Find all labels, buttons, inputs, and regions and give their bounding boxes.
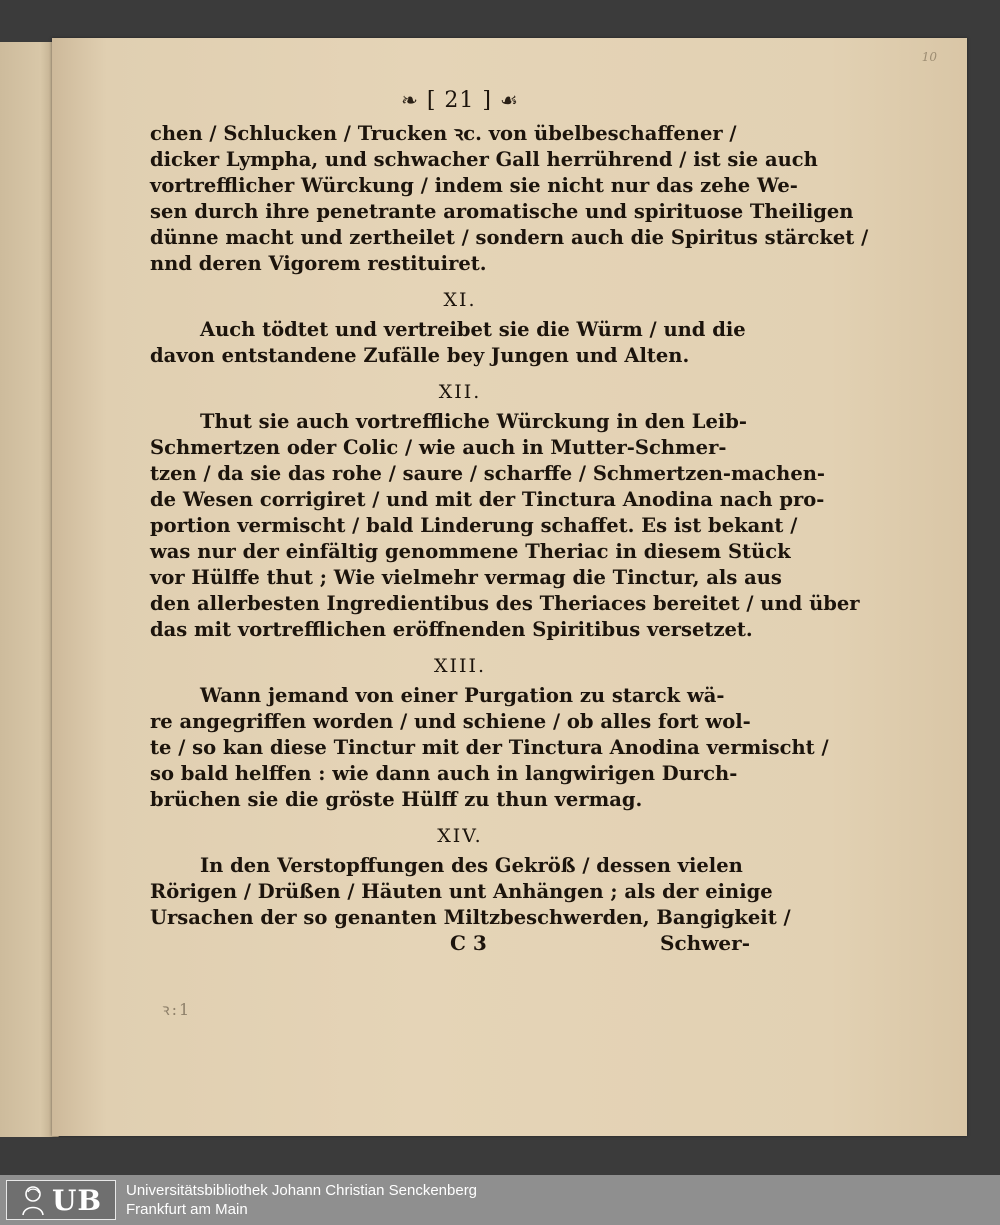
catchword: Schwer- [660,931,750,955]
signature-mark: C 3 [450,931,487,955]
text-line: so bald helffen : wie dann auch in langwirigen Durch- [150,762,738,785]
library-logo[interactable] [6,1180,116,1220]
text-line: dicker Lympha, und schwacher Gall herrührend / ist sie auch [150,148,818,171]
text-line: Wann jemand von einer Purgation zu starck wä- [200,684,725,707]
right-ornament-icon: ☙ [499,88,519,112]
intro-paragraph [150,121,869,277]
section-number-xii: XII. [438,381,482,403]
text-line: In den Verstopffungen des Gekröß / dessen vielen [200,854,743,877]
text-line: den allerbesten Ingredientibus des Theriaces bereitet / und über [150,592,860,615]
text-line: vortrefflicher Würckung / indem sie nicht nur das zehe We- [150,174,798,197]
page-corner-mark: 10 [921,50,937,64]
text-line: vor Hülffe thut ; Wie vielmehr vermag die Tinctur, als aus [150,566,782,589]
text-line: Ursachen der so genanten Miltzbeschwerden, Bangigkeit / [150,906,791,929]
footer-text [126,1181,477,1219]
text-line: re angegriffen worden / und schiene / ob alles fort wol- [150,710,751,733]
text-line: Auch tödtet und vertreibet sie die Würm / und die [200,318,746,341]
text-line: Rörigen / Drüßen / Häuten unt Anhängen ; als der einige [150,880,773,903]
text-block [150,88,869,955]
text-line: Thut sie auch vortreffliche Würckung in den Leib- [200,410,747,433]
text-line: brüchen sie die gröste Hülff zu thun vermag. [150,788,643,811]
text-line: nnd deren Vigorem restituiret. [150,252,487,275]
bust-portrait-icon [20,1184,46,1216]
signature-row [150,931,750,955]
section-xi-text [150,317,770,369]
text-line: das mit vortrefflichen eröffnenden Spiritibus versetzet. [150,618,753,641]
page-header [150,88,770,113]
section-number-xiv: XIV. [437,825,483,847]
left-ornament-icon: ❧ [401,88,419,112]
text-line: tzen / da sie das rohe / saure / scharffe / Schmertzen-machen- [150,462,826,485]
text-line: de Wesen corrigiret / und mit der Tinctura Anodina nach pro- [150,488,825,511]
text-line: portion vermischt / bald Linderung schaffet. Es ist bekant / [150,514,798,537]
logo-text: UB [51,1183,103,1217]
library-city: Frankfurt am Main [126,1201,248,1218]
page-number: [ 21 ] [426,88,492,113]
section-number-xi: XI. [443,289,477,311]
smudge-mark: ꝛ:1 [162,1000,192,1019]
text-line: chen / Schlucken / Trucken ꝛc. von übelbeschaffener / [150,122,737,145]
text-line: dünne macht und zertheilet / sondern auch die Spiritus stärcket / [150,226,869,249]
section-number-xiii: XIII. [433,655,487,677]
text-line: Schmertzen oder Colic / wie auch in Mutter-Schmer- [150,436,727,459]
section-xii-text [150,409,860,643]
text-line: was nur der einfältig genommene Theriac in diesem Stück [150,540,791,563]
library-name: Universitätsbibliothek Johann Christian Senckenberg [126,1182,478,1199]
text-line: sen durch ihre penetrante aromatische und spirituose Theiligen [150,200,854,223]
section-xiii-text [150,683,829,813]
book-page [52,38,967,1136]
section-xiv-text [150,853,791,931]
text-line: te / so kan diese Tinctur mit der Tinctura Anodina vermischt / [150,736,829,759]
left-page-edge [0,42,59,1137]
library-footer [0,1175,1000,1225]
text-line: davon entstandene Zufälle bey Jungen und Alten. [150,344,690,367]
